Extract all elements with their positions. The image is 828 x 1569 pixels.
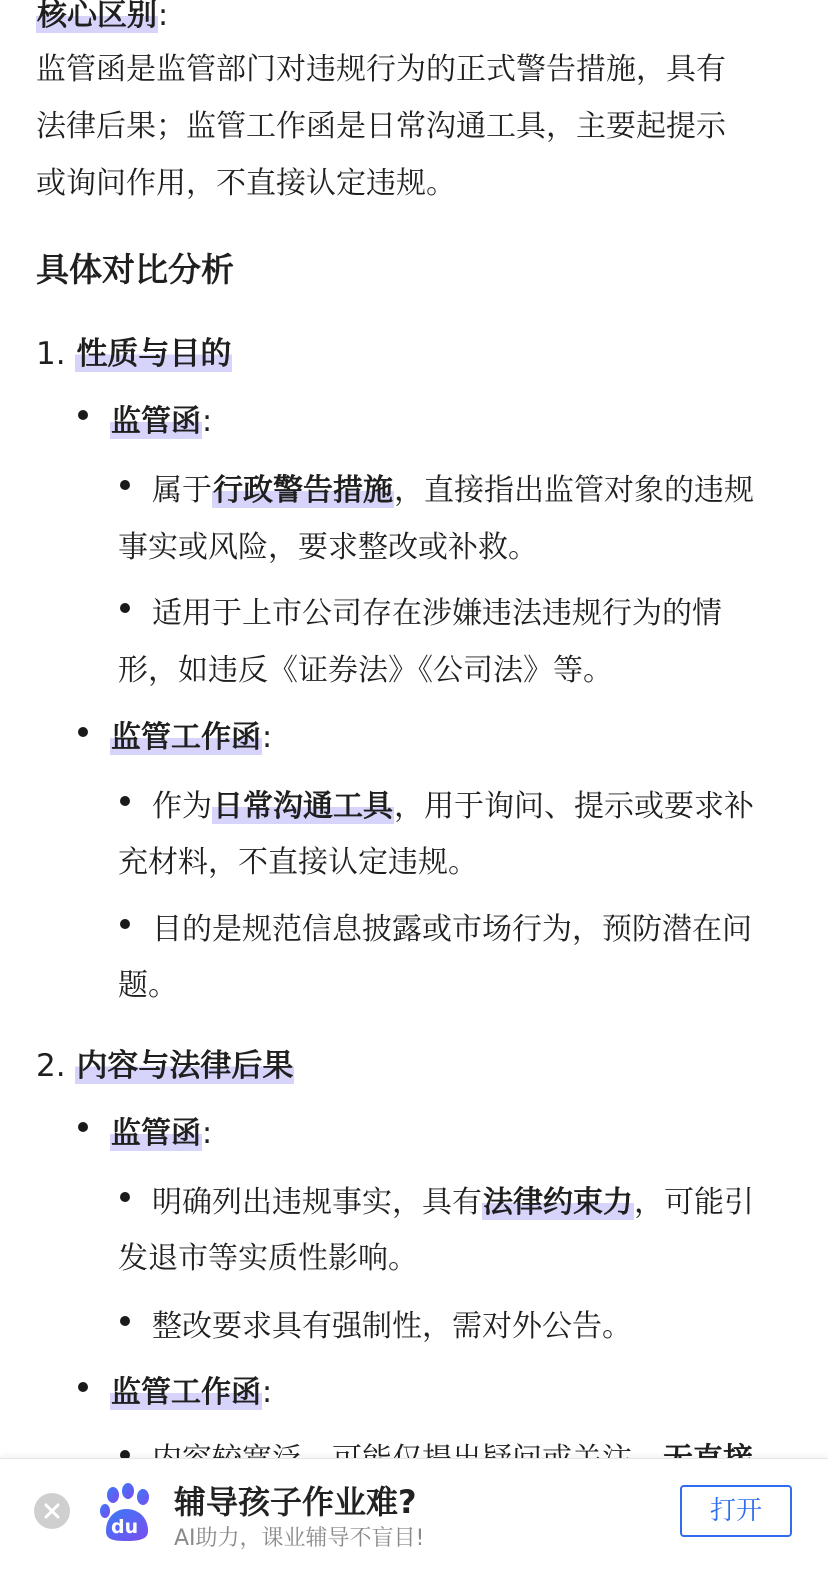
group-label: 监管函 <box>111 404 201 439</box>
group-label-row: 监管函: <box>111 404 213 439</box>
list-item-continuation: 事实或风险，要求整改或补救。 <box>118 530 538 565</box>
section-2-number: 2. <box>36 1048 66 1084</box>
group-label: 监管函 <box>111 1116 201 1151</box>
section-2-title: 内容与法律后果 <box>76 1048 294 1084</box>
list-item: 作为日常沟通工具，用于询问、提示或要求补 <box>152 789 754 824</box>
group-label: 监管工作函 <box>111 1375 261 1410</box>
list-item: 属于行政警告措施，直接指出监管对象的违规 <box>152 473 754 508</box>
bullet-dot <box>120 919 130 929</box>
list-item: 适用于上市公司存在涉嫌违法违规行为的情 <box>152 596 722 631</box>
keyword-highlight: 行政警告措施 <box>213 473 393 508</box>
list-item-continuation: 题。 <box>118 968 178 1003</box>
list-item-continuation: 形，如违反《证券法》《公司法》等。 <box>118 653 613 688</box>
bullet-dot <box>120 480 130 490</box>
bullet-dot <box>120 796 130 806</box>
summary-line-2: 法律后果；监管工作函是日常沟通工具，主要起提示 <box>36 109 726 144</box>
summary-line-3: 或询问作用，不直接认定违规。 <box>36 166 456 201</box>
keyword-highlight: 日常沟通工具 <box>213 789 393 824</box>
group-label-row: 监管工作函: <box>111 1375 273 1410</box>
list-item: 目的是规范信息披露或市场行为，预防潜在问 <box>152 912 752 947</box>
summary-label: 核心区别 <box>37 0 157 33</box>
section-heading: 具体对比分析 <box>36 250 234 289</box>
close-button[interactable] <box>34 1493 70 1529</box>
bullet-dot <box>120 603 130 613</box>
list-item-continuation: 充材料，不直接认定违规。 <box>118 845 478 880</box>
keyword-highlight: 法律约束力 <box>483 1185 633 1220</box>
bullet-dot <box>120 1192 130 1202</box>
section-1-title: 性质与目的 <box>76 336 232 372</box>
logo-text: du <box>111 1516 139 1538</box>
bullet-dot <box>120 1316 130 1326</box>
group-label-row: 监管工作函: <box>111 720 273 755</box>
open-app-button[interactable]: 打开 <box>680 1485 792 1537</box>
app-promo-banner[interactable] <box>0 1458 828 1569</box>
bullet-dot <box>78 410 88 420</box>
group-label: 监管工作函 <box>111 720 261 755</box>
summary-line-1: 监管函是监管部门对违规行为的正式警告措施，具有 <box>36 52 726 87</box>
bullet-dot <box>78 1122 88 1132</box>
list-item: 整改要求具有强制性，需对外公告。 <box>152 1309 632 1344</box>
banner-subtitle: AI助力，课业辅导不盲目! <box>174 1526 425 1551</box>
bullet-dot <box>78 1382 88 1392</box>
section-2-heading <box>36 1040 294 1085</box>
summary-colon: : <box>158 0 169 33</box>
close-icon <box>34 1493 70 1529</box>
baidu-paw-logo <box>98 1483 154 1543</box>
banner-title: 辅导孩子作业难? <box>174 1483 417 1521</box>
section-1-number: 1. <box>36 336 66 372</box>
list-item: 明确列出违规事实，具有法律约束力，可能引 <box>152 1185 754 1220</box>
section-1-heading <box>36 328 232 373</box>
bullet-dot <box>78 727 88 737</box>
summary-label-row <box>36 0 168 44</box>
group-label-row: 监管函: <box>111 1116 213 1151</box>
list-item-continuation: 发退市等实质性影响。 <box>118 1241 418 1276</box>
